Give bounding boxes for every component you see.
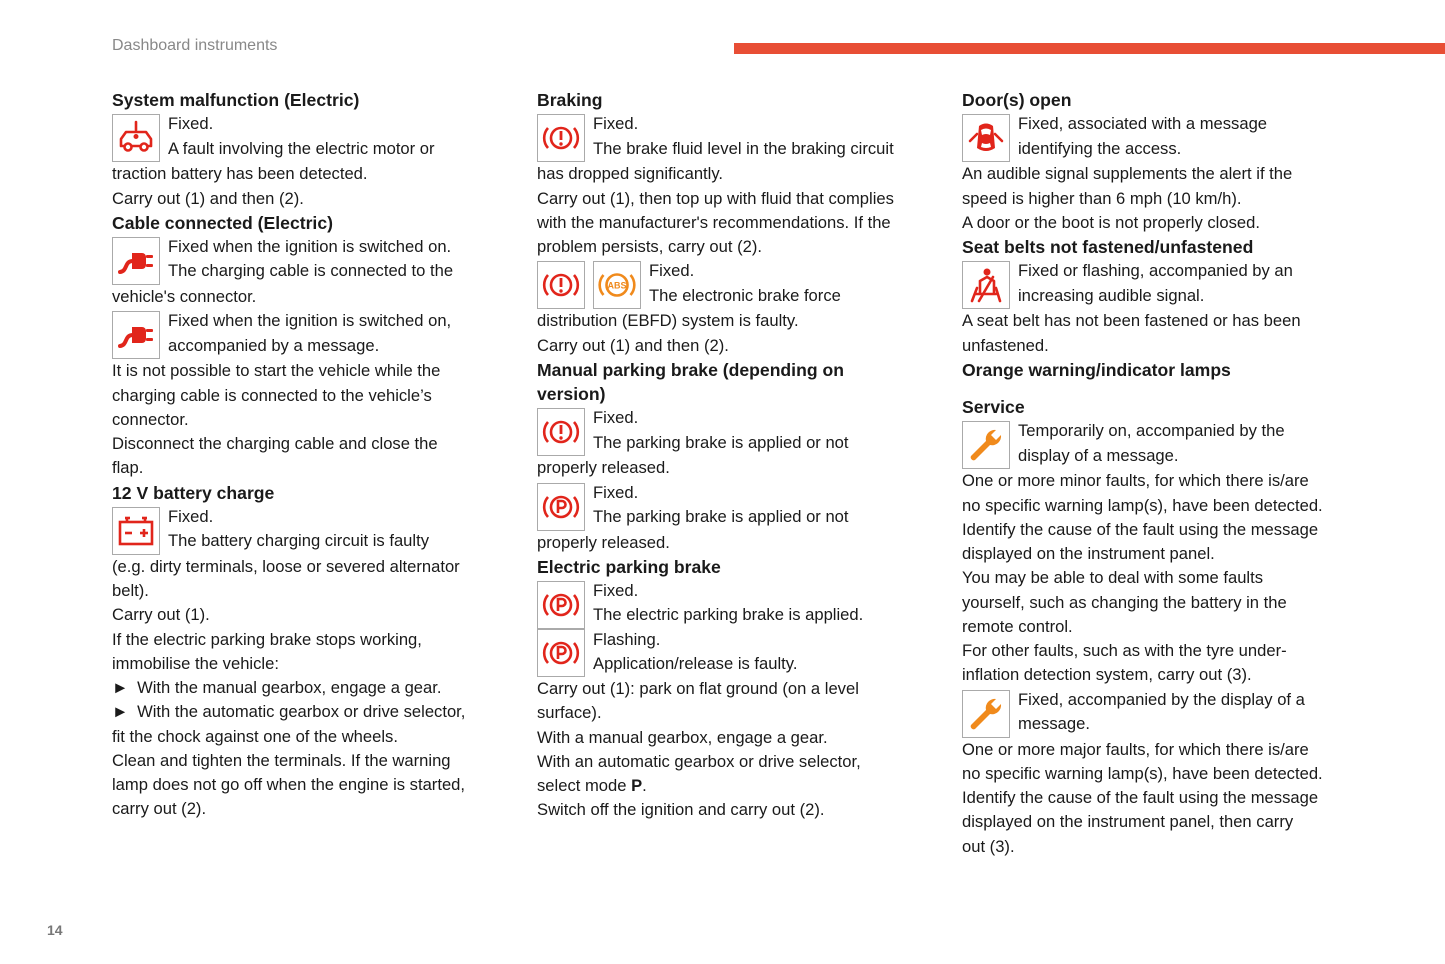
abs-icon	[593, 261, 641, 309]
text-line: identifying the access.	[1018, 138, 1182, 158]
text-line: distribution (EBFD) system is faulty.	[537, 311, 799, 331]
text-line: problem persists, carry out (2).	[537, 237, 763, 256]
charging-plug-icon	[112, 311, 160, 359]
text-line: fit the chock against one of the wheels.	[112, 726, 398, 746]
text-line: The electronic brake force	[649, 285, 841, 305]
text-line: Fixed.	[593, 482, 639, 502]
text-line: With a manual gearbox, engage a gear.	[537, 727, 828, 747]
section-title: Dashboard instruments	[112, 37, 278, 54]
text-line: properly released.	[537, 532, 670, 552]
text-line: Fixed.	[649, 261, 695, 281]
text-line: connector.	[112, 409, 189, 429]
charging-plug-icon	[112, 237, 160, 285]
text-line: The parking brake is applied or not	[593, 432, 849, 452]
text-line: traction battery has been detected.	[112, 164, 368, 184]
text-line: Disconnect the charging cable and close the	[112, 434, 438, 453]
text-line: Flashing.	[593, 629, 661, 649]
text-line: Fixed, accompanied by the display of a	[1018, 689, 1305, 709]
text-line: flap.	[112, 458, 144, 478]
wrench-icon	[962, 421, 1010, 469]
text-line: increasing audible signal.	[1018, 285, 1205, 305]
text-line: displayed on the instrument panel, then carry	[962, 812, 1294, 832]
text-line: no specific warning lamp(s), have been detected.	[962, 495, 1323, 515]
text-line: Switch off the ignition and carry out (2).	[537, 800, 825, 820]
text-line: If the electric parking brake stops working,	[112, 629, 422, 649]
brake-warning-icon	[537, 114, 585, 162]
text-line: Carry out (1): park on flat ground (on a level	[537, 679, 859, 698]
text-line: Fixed, associated with a message	[1018, 114, 1268, 134]
header-accent-bar	[734, 43, 1445, 54]
text-line: An audible signal supplements the alert if the	[962, 164, 1293, 184]
text-line: immobilise the vehicle:	[112, 653, 279, 673]
parking-brake-icon	[537, 483, 585, 531]
heading-electric-parking-brake: Electric parking brake	[537, 556, 721, 577]
text-line: For other faults, such as with the tyre under-	[962, 641, 1287, 660]
seat-belt-icon	[962, 261, 1010, 309]
text-line: Identify the cause of the fault using the message	[962, 788, 1319, 807]
battery-icon	[112, 507, 160, 555]
text-line: A door or the boot is not properly closed.	[962, 212, 1260, 232]
spacer	[962, 382, 1357, 395]
text-line: properly released.	[537, 458, 670, 478]
heading-cable-connected: Cable connected (Electric)	[112, 212, 333, 233]
bullet-item: ► With the manual gearbox, engage a gear.	[112, 678, 442, 697]
text-line: Identify the cause of the fault using the message	[962, 519, 1319, 539]
text-line: The electric parking brake is applied.	[593, 605, 864, 625]
text-line: surface).	[537, 703, 602, 723]
text-line: with the manufacturer's recommendations. If the	[537, 212, 891, 232]
text-line: Clean and tighten the terminals. If the warning	[112, 750, 451, 770]
text-line: With an automatic gearbox or drive selector,	[537, 751, 861, 771]
heading-manual-parking-brake: Manual parking brake (depending on	[537, 359, 844, 380]
text-line: Fixed.	[593, 114, 639, 134]
text-line: lamp does not go off when the engine is started,	[112, 775, 466, 794]
text-line: no specific warning lamp(s), have been detected.	[962, 763, 1323, 783]
heading-system-malfunction: System malfunction (Electric)	[112, 90, 360, 110]
electric-malfunction-icon	[112, 114, 160, 162]
column-2	[537, 88, 932, 823]
text-line: You may be able to deal with some faults	[962, 568, 1264, 588]
text-line: display of a message.	[1018, 445, 1179, 465]
text-line: Carry out (1) and then (2).	[537, 335, 729, 355]
text-line: out (3).	[962, 836, 1015, 856]
text-line: Fixed.	[168, 114, 214, 134]
door-open-icon	[962, 114, 1010, 162]
text-line: accompanied by a message.	[168, 335, 380, 355]
heading-orange-lamps: Orange warning/indicator lamps	[962, 359, 1231, 380]
abs-label: ABS	[607, 280, 627, 291]
text-line: One or more major faults, for which there is/are	[962, 739, 1309, 759]
text-line: charging cable is connected to the vehicle’s	[112, 385, 432, 405]
text-line: belt).	[112, 581, 149, 600]
parking-brake-icon	[537, 581, 585, 629]
bullet-arrow: ►	[112, 702, 129, 722]
mode-p: P	[631, 776, 643, 795]
column-1	[112, 88, 507, 822]
text-line: Application/release is faulty.	[593, 653, 798, 673]
text-line: Carry out (1).	[112, 605, 210, 625]
text-line: select mode P.	[537, 776, 647, 795]
page-number: 14	[47, 922, 63, 938]
text-line: remote control.	[962, 616, 1073, 636]
heading-doors-open: Door(s) open	[962, 90, 1072, 110]
text-line: Fixed when the ignition is switched on.	[168, 237, 452, 256]
text-line: Fixed or flashing, accompanied by an	[1018, 261, 1293, 281]
text-line: unfastened.	[962, 335, 1049, 355]
text-line: Temporarily on, accompanied by the	[1018, 421, 1285, 441]
text-line: A fault involving the electric motor or	[168, 138, 435, 158]
text-line: vehicle's connector.	[112, 287, 257, 306]
text-line: One or more minor faults, for which there is/are	[962, 471, 1309, 491]
text-line: has dropped significantly.	[537, 164, 724, 184]
parking-brake-icon	[537, 629, 585, 677]
text-line: (e.g. dirty terminals, loose or severed alternator	[112, 556, 460, 576]
heading-battery-charge: 12 V battery charge	[112, 482, 275, 503]
bullet-item: ► With the automatic gearbox or drive selector,	[112, 702, 466, 722]
text-line: inflation detection system, carry out (3).	[962, 665, 1252, 685]
text-line: The battery charging circuit is faulty	[168, 531, 430, 550]
text-line: Fixed.	[168, 506, 214, 526]
text-line: Carry out (1), then top up with fluid that complies	[537, 188, 894, 208]
text-line: It is not possible to start the vehicle while the	[112, 361, 441, 381]
text-line: Fixed when the ignition is switched on,	[168, 311, 452, 331]
column-3	[962, 88, 1357, 859]
text-line: displayed on the instrument panel.	[962, 544, 1215, 563]
text-line: The charging cable is connected to the	[168, 261, 454, 281]
text-line: The parking brake is applied or not	[593, 506, 849, 526]
text-line: carry out (2).	[112, 799, 207, 819]
brake-warning-icon	[537, 408, 585, 456]
bullet-arrow: ►	[112, 678, 129, 697]
text-line: Fixed.	[593, 581, 639, 600]
heading-braking: Braking	[537, 90, 603, 110]
text-line: speed is higher than 6 mph (10 km/h).	[962, 188, 1242, 208]
text-line: The brake fluid level in the braking circuit	[593, 138, 894, 158]
text-line: A seat belt has not been fastened or has been	[962, 311, 1301, 331]
text-line: Carry out (1) and then (2).	[112, 188, 304, 208]
heading-manual-parking-brake-cont: version)	[537, 384, 606, 404]
wrench-icon	[962, 690, 1010, 738]
brake-warning-icon	[537, 261, 585, 309]
text-line: Fixed.	[593, 408, 639, 428]
heading-service: Service	[962, 397, 1025, 417]
heading-seat-belts: Seat belts not fastened/unfastened	[962, 237, 1254, 257]
text-line: message.	[1018, 713, 1090, 733]
text-line: yourself, such as changing the battery in the	[962, 592, 1287, 612]
